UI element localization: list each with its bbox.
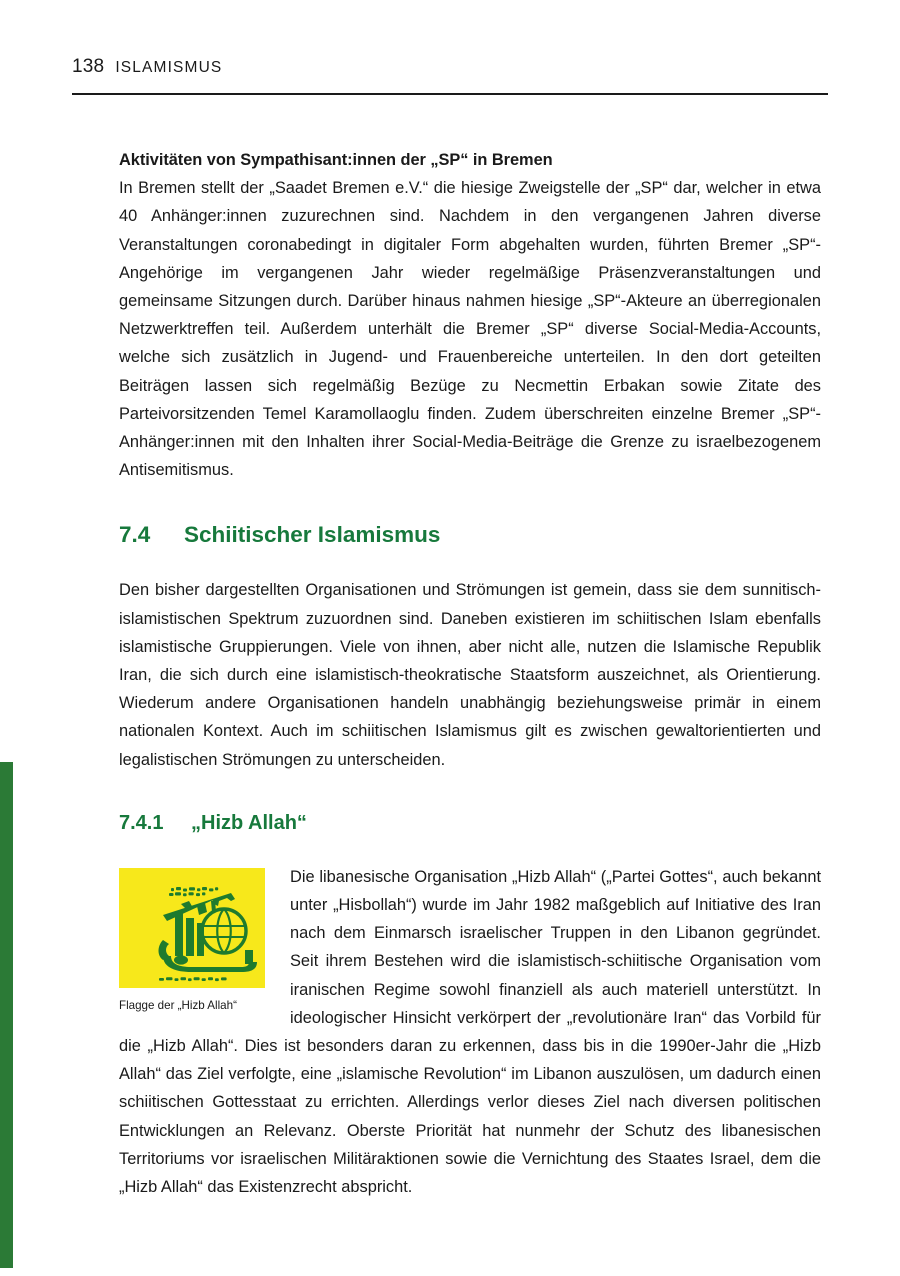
hizb-allah-flag-image: [119, 868, 265, 988]
paragraph-schiitischer-islamismus: Den bisher dargestellten Organisationen und Strömungen ist gemein, dass sie dem sunnitisch-islamistischen Spektrum zuzuordnen sind. Daneben existieren im schiitischen Islam ebenfalls islamistische Gruppierungen. Viele von ihnen, aber nicht alle, nutzen die Islamische Republik Iran, die sich durch eine islamistisch-theokratische Staatsform auszeichnet, als Orientierung. Wiederum andere Organisationen handeln unabhängig beziehungsweise primär in einem nationalen Kontext. Auch im schiitischen Islamismus gilt es zwischen gewaltorientierten und legalistischen Strömungen zu unterscheiden.: [119, 581, 821, 769]
section-heading-7-4-1: [119, 812, 821, 835]
spacer: [119, 774, 821, 812]
paragraph-sympathisanten: In Bremen stellt der „Saadet Bremen e.V.“ die hiesige Zweigstelle der „SP“ dar, welcher in etwa 40 Anhänger:innen zuzurechnen sind. Nachdem in den vergangenen Jahren diverse Veranstaltungen coronabedingt in digitaler Form abgehalten wurden, führten Bremer „SP“-Angehörige im vergangenen Jahr wieder regelmäßige Präsenzveranstaltungen und gemeinsame Sitzungen durch. Darüber hinaus nahmen hiesige „SP“-Akteure an überregionalen Netzwerktreffen teil. Außerdem unterhält die Bremer „SP“ diverse Social-Media-Accounts, welche sich zusätzlich in Jugend- und Frauenbereiche unterteilen. In den dort geteilten Beiträgen lassen sich regelmäßig Bezüge zu Necmettin Erbakan sowie Zitate des Parteivorsitzenden Temel Karamollaoglu finden. Zudem überschreiten einzelne Bremer „SP“-Anhänger:innen mit den Inhalten ihrer Social-Media-Beiträge die Grenze zu israelbezogenem Antisemitismus.: [119, 179, 821, 480]
section-number-7-4: 7.4: [119, 522, 151, 548]
running-head-title: ISLAMISMUS: [115, 59, 223, 76]
running-head: [72, 56, 828, 78]
figure-hizb-allah-flag: [119, 868, 265, 1013]
section-heading-7-4: [119, 522, 821, 548]
subheading-sympathisanten: Aktivitäten von Sympathisant:innen der „SP“ in Bremen: [119, 151, 553, 169]
flag-emblem-icon: [119, 868, 265, 988]
section-number-7-4-1: 7.4.1: [119, 811, 164, 834]
section-title-7-4: Schiitischer Islamismus: [184, 522, 441, 548]
spacer: [119, 548, 821, 576]
paragraph-hizb-allah: Die libanesische Organisation „Hizb Allah“ („Partei Gottes“, auch bekannt unter „Hisbollah“) wurde im Jahr 1982 maßgeblich auf Initiative des Iran nach dem Einmarsch israelischer Truppen in den Libanon gegründet. Seit ihrem Bestehen wird die islamistisch-schiitische Organisation vom iranischen Regime sowohl finanziell als auch materiell unterstützt. In ideologischer Hinsicht verkörpert der „revolutionäre Iran“ das Vorbild für die „Hizb Allah“. Dies ist besonders daran zu erkennen, dass bis in die 1990er-Jahr die „Hizb Allah“ das Ziel verfolgte, eine „islamische Revolution“ im Libanon auszulösen, um dadurch einen schiitischen Gottesstaat zu errichten. Allerdings verlor dieses Ziel nach diversen politischen Entwicklungen an Relevanz. Oberste Priorität hat nunmehr der Schutz des libanesischen Territoriums vor israelischen Militäraktionen sowie die Vernichtung des Staates Israel, dem die „Hizb Allah“ das Existenzrecht abspricht.: [119, 867, 821, 1197]
chapter-edge-marker: [0, 762, 13, 1268]
section-title-7-4-1: „Hizb Allah“: [191, 811, 307, 834]
spacer: [119, 835, 821, 863]
figure-caption: Flagge der „Hizb Allah“: [119, 998, 237, 1012]
header-rule: [72, 93, 828, 95]
page-number: 138: [72, 56, 105, 77]
page-content: [119, 146, 821, 1201]
spacer: [119, 484, 821, 522]
